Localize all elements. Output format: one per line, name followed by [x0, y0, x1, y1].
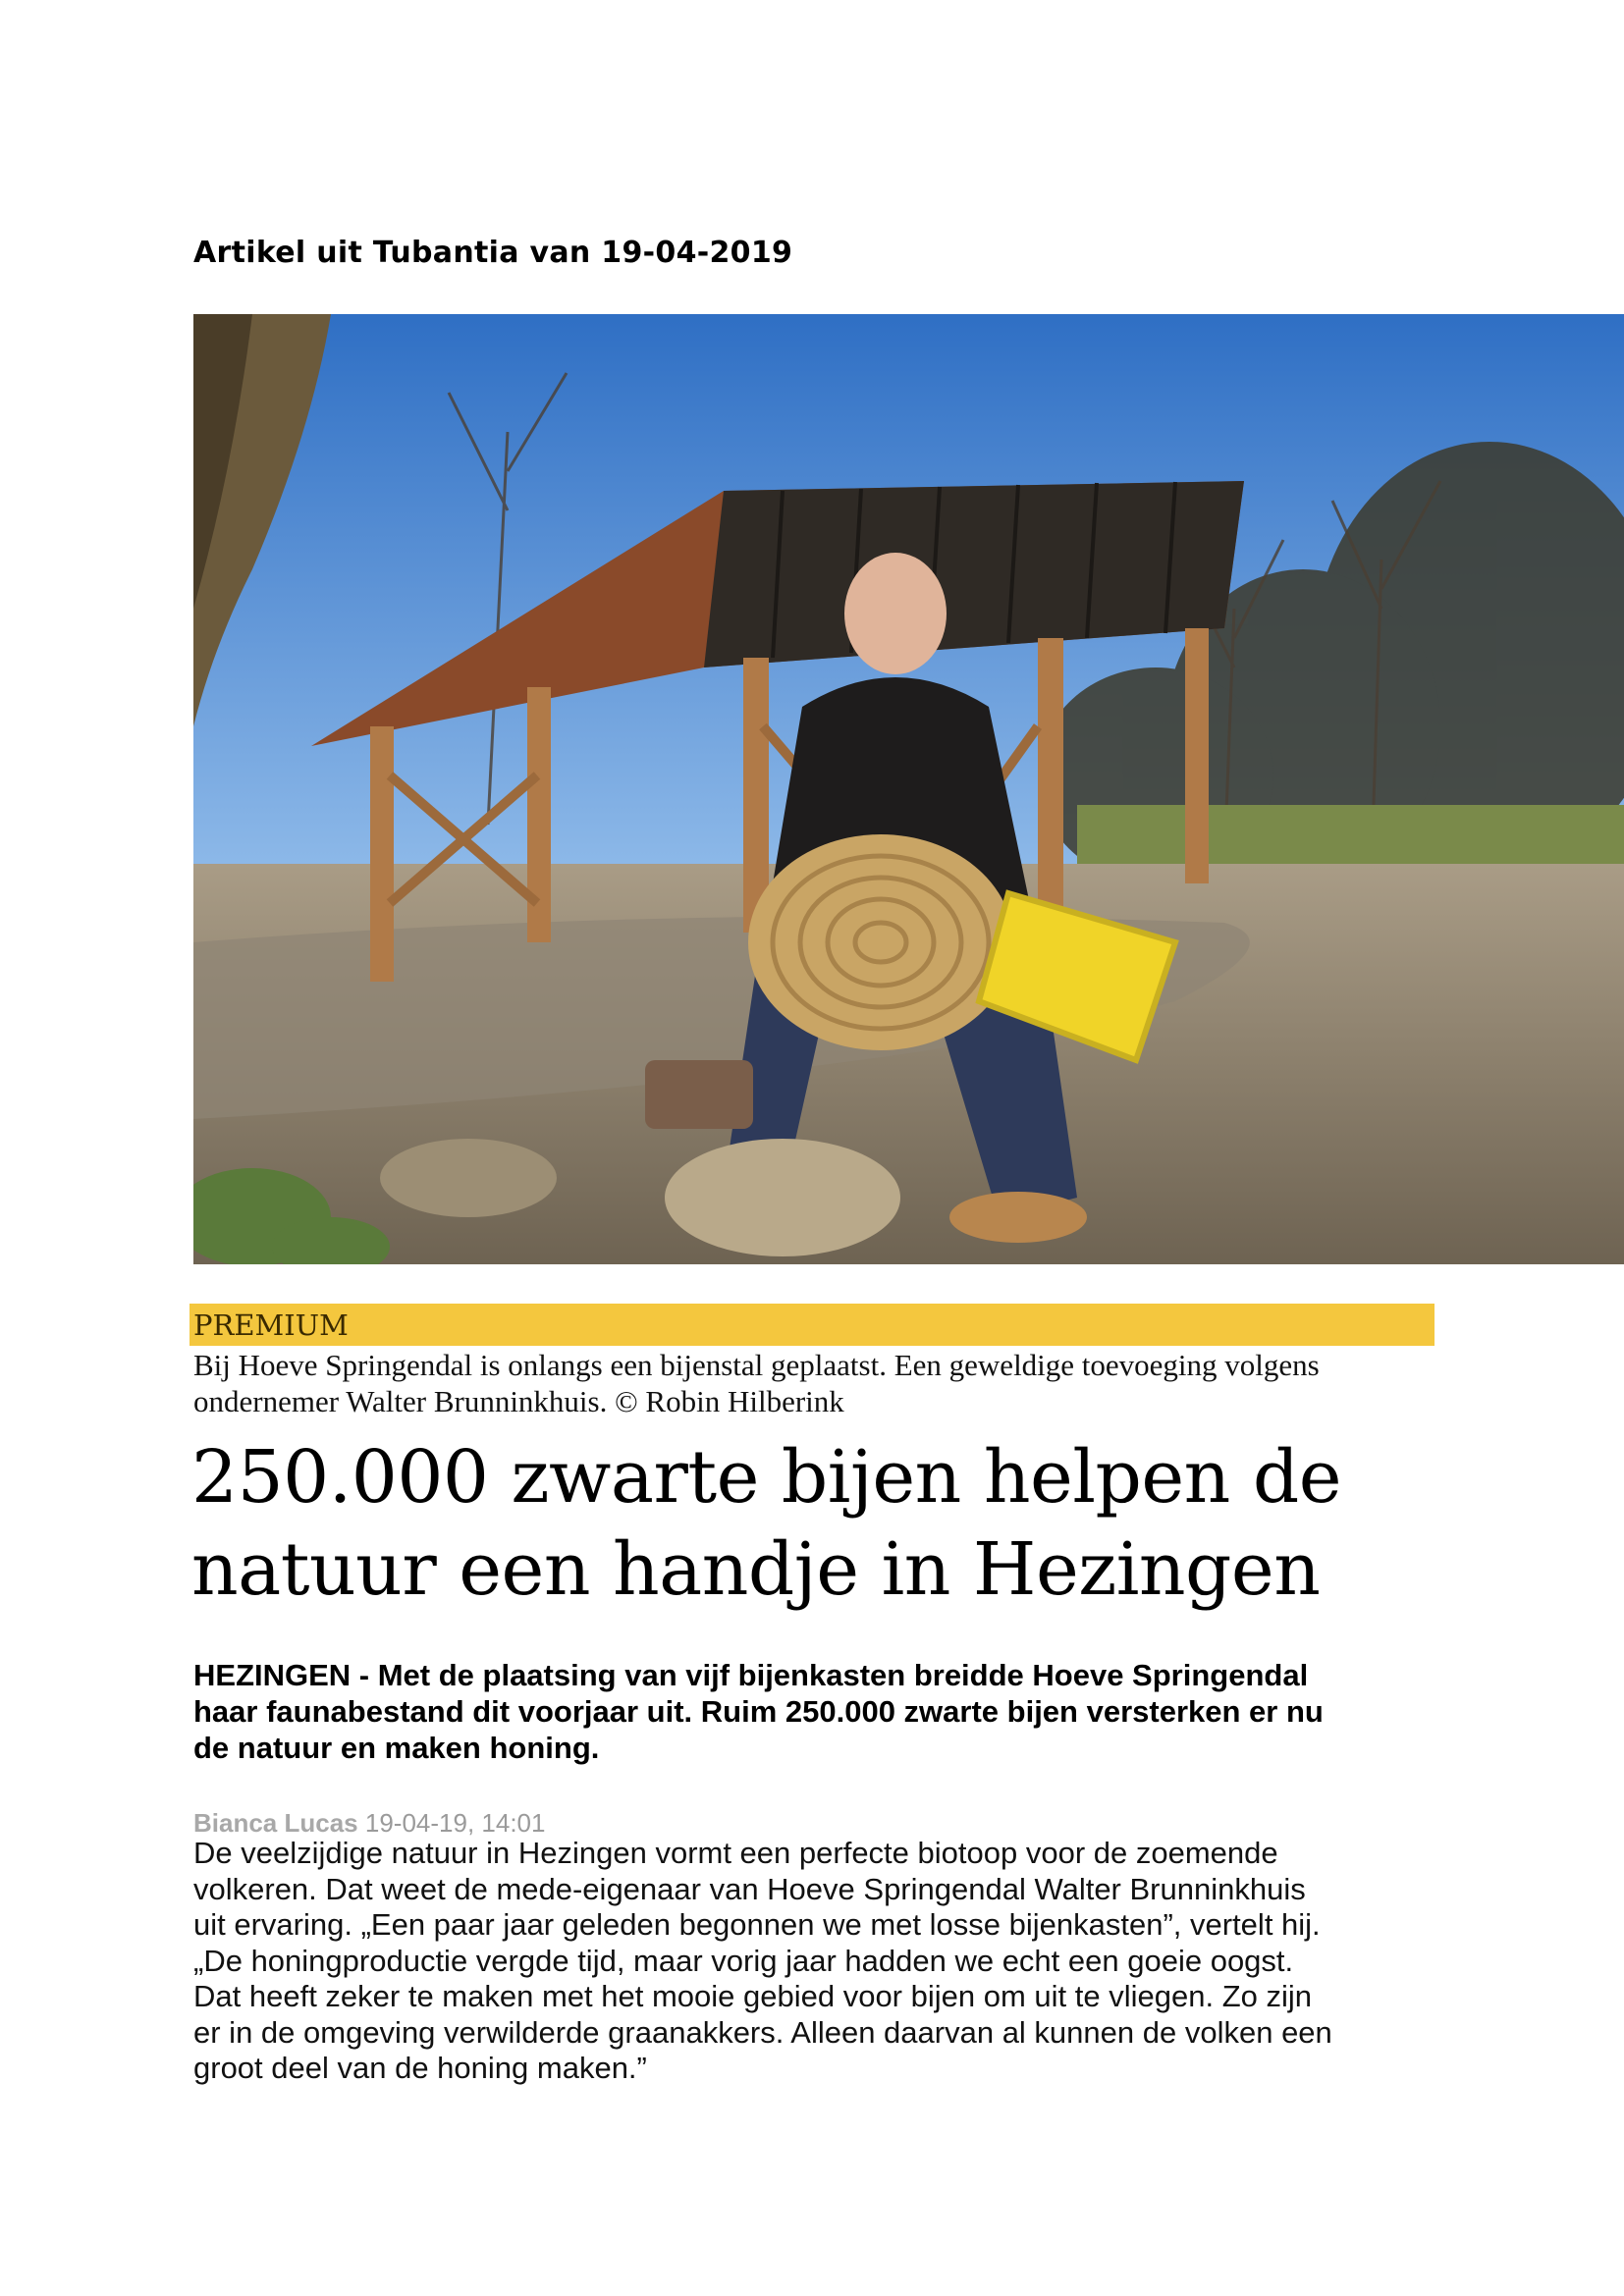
article-body: [193, 1836, 1470, 2087]
body-line: „De honingproductie vergde tijd, maar vorig jaar hadden we echt een goeie oogst.: [193, 1943, 1294, 1978]
article-intro: [193, 1657, 1470, 1766]
body-line: groot deel van de honing maken.”: [193, 2051, 647, 2085]
article-photo: [193, 314, 1624, 1264]
article-headline: [191, 1431, 1546, 1616]
body-line: er in de omgeving verwilderde graanakkers. Alleen daarvan al kunnen de volken een: [193, 2014, 1332, 2050]
body-line: volkeren. Dat weet de mede-eigenaar van Hoeve Springendal Walter Brunninkhuis: [193, 1871, 1306, 1906]
intro-line-2: haar faunabestand dit voorjaar uit. Ruim 250.000 zwarte bijen versterken er nu: [193, 1694, 1324, 1729]
publish-date: 19-04-19, 14:01: [364, 1808, 546, 1838]
headline-line-2: natuur een handje in Hezingen: [191, 1527, 1321, 1612]
body-line: uit ervaring. „Een paar jaar geleden begonnen we met losse bijenkasten”, vertelt hij.: [193, 1907, 1321, 1942]
intro-line-1: HEZINGEN - Met de plaatsing van vijf bijenkasten breidde Hoeve Springendal: [193, 1658, 1309, 1692]
premium-badge: PREMIUM: [189, 1304, 1435, 1346]
article-source-line: Artikel uit Tubantia van 19-04-2019: [193, 236, 793, 270]
photo-caption: Bij Hoeve Springendal is onlangs een bijenstal geplaatst. Een geweldige toevoeging volgens ondernemer Walter Brunninkhuis. © Robin Hilberink: [193, 1348, 1320, 1418]
intro-line-3: de natuur en maken honing.: [193, 1731, 600, 1765]
body-line: De veelzijdige natuur in Hezingen vormt een perfecte biotoop voor de zoemende: [193, 1836, 1278, 1870]
body-line: Dat heeft zeker te maken met het mooie gebied voor bijen om uit te vliegen. Zo zijn: [193, 1979, 1312, 2013]
author-name[interactable]: Bianca Lucas: [193, 1808, 358, 1838]
article-byline: [193, 1808, 545, 1838]
headline-line-1: 250.000 zwarte bijen helpen de: [191, 1435, 1341, 1520]
